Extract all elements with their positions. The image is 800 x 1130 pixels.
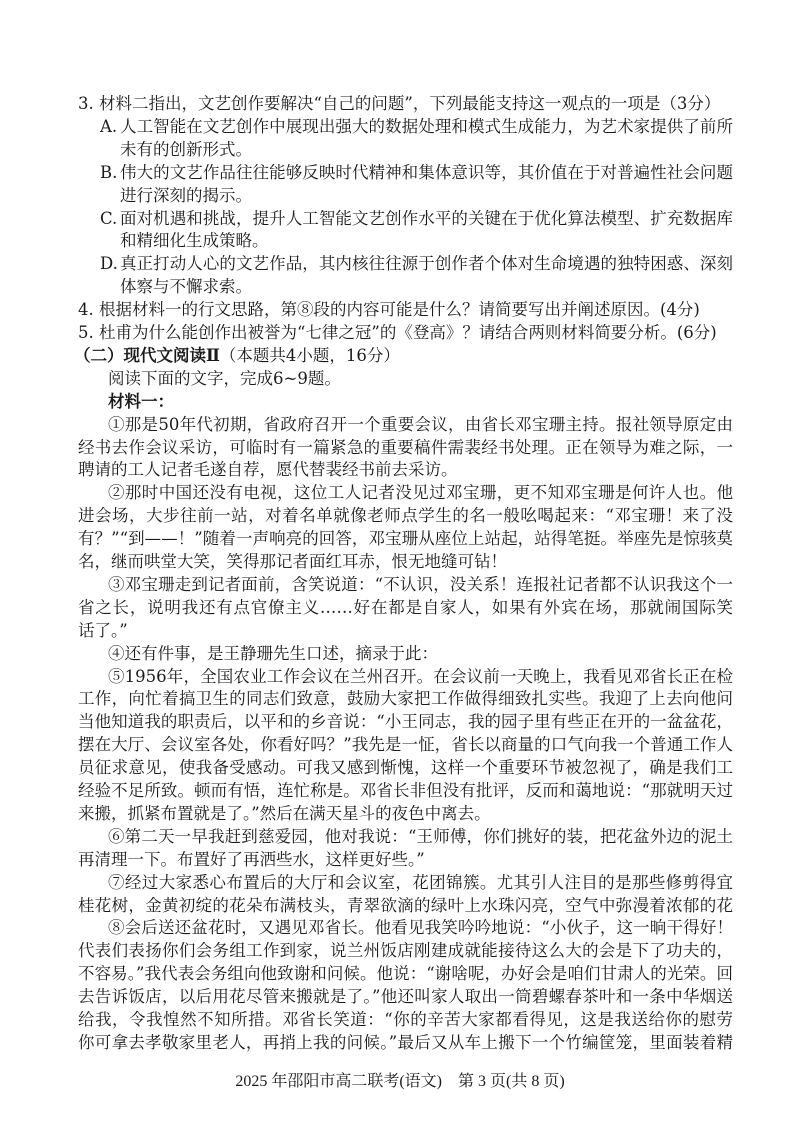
paragraph-line: 来搬，抓紧布置就是了。”然后在满天星斗的夜色中离去。 xyxy=(78,803,491,823)
option-line: 真正打动人心的文艺作品，其内核往往源于创作者个体对生命境遇的独特困惑、深刻 xyxy=(120,254,733,274)
paragraph-line: ③邓宝珊走到记者面前，含笑说道：“不认识，没关系！连报社记者都不认识我这个一 xyxy=(108,574,733,594)
paragraph-line: 省之长，说明我还有点官僚主义……好在都是自家人，如果有外宾在场，那就闹国际笑 xyxy=(78,597,733,617)
paragraph-line: 员征求意见，使我备受感动。可我又感到惭愧，这样一个重要环节被忽视了，确是我们工 xyxy=(78,758,733,778)
paragraph-line: ④还有件事，是王静珊先生口述，摘录于此： xyxy=(108,643,438,663)
paragraph-line: 有？”“到——！”随着一声响亮的回答，邓宝珊从座位上站起，站得笔挺。举座先是惊骇莫 xyxy=(78,529,733,549)
paragraph-line: 工作，向忙着搞卫生的同志们致意，鼓励大家把工作做得细致扎实些。我迎了上去向他问 xyxy=(78,689,733,709)
option-label: A. xyxy=(100,116,118,136)
section-note: （本题共4小题，16分） xyxy=(219,345,400,365)
option-line: 人工智能在文艺创作中展现出强大的数据处理和模式生成能力，为艺术家提供了前所 xyxy=(120,116,733,136)
paragraph-line: 话了。” xyxy=(78,620,128,640)
question-line: 5. 杜甫为什么能创作出被誉为“七律之冠”的《登高》？请结合两则材料简要分析。(6分) xyxy=(78,323,717,342)
paragraph-line: 摆在大厅、会议室各处，你看好吗？”我先是一怔，省长以商量的口气向我一个普通工作人 xyxy=(78,735,733,755)
option-line: 体察与不懈求索。 xyxy=(120,277,252,297)
option-line: 伟大的文艺作品往往能够反映时代精神和集体意识等，其价值在于对普遍性社会问题 xyxy=(120,162,733,182)
option-label: C. xyxy=(100,208,118,228)
paragraph-line: 再清理一下。布置好了再洒些水，这样更好些。” xyxy=(78,849,425,869)
option-line: 面对机遇和挑战，提升人工智能文艺创作水平的关键在于优化算法模型、扩充数据库 xyxy=(120,208,733,228)
paragraph-line: 去告诉饭店，以后用花尽管来搬就是了。”他还叫家人取出一筒碧螺春茶叶和一条中华烟送 xyxy=(78,987,733,1007)
section-title: （二）现代文阅读Ⅱ xyxy=(74,345,220,365)
page-footer: 2025 年邵阳市高二联考(语文) 第 3 页(共 8 页) xyxy=(235,1073,565,1090)
paragraph-line: 经书去作会议采访，可临时有一篇紧急的重要稿件需裴经书处理。正在领导为难之际，一 xyxy=(78,437,733,457)
option-label: B. xyxy=(100,162,118,182)
question-line: 3. 材料二指出，文艺创作要解决“自己的问题”，下列最能支持这一观点的一项是（3分） xyxy=(78,94,721,113)
option-line: 进行深刻的揭示。 xyxy=(120,185,252,205)
paragraph-line: 进会场，大步往前一站，对着名单就像老师点学生的名一般吆喝起来：“邓宝珊！来了没 xyxy=(78,506,733,526)
paragraph-line: 材料一： xyxy=(108,391,174,411)
paragraph-line: 经验不足所致。顿而有悟，连忙称是。邓省长非但没有批评，反而和蔼地说：“那就明天过 xyxy=(78,781,733,800)
question-line: 4. 根据材料一的行文思路，第⑧段的内容可能是什么？请简要写出并阐述原因。(4分) xyxy=(78,300,700,320)
paragraph-line: 名，继而哄堂大笑，笑得那记者面红耳赤，恨无地缝可钻！ xyxy=(78,552,507,571)
paragraph-line: ⑦经过大家悉心布置后的大厅和会议室，花团锦簇。尤其引人注目的是那些修剪得宜 xyxy=(108,872,733,892)
paragraph-line: 不容易。”我代表会务组向他致谢和问候。他说：“谢啥呢，办好会是咱们甘肃人的光荣。回 xyxy=(78,964,733,984)
paragraph-line: 代表们表扬你们会务组工作到家，说兰州饭店刚建成就能接待这么大的会是下了功夫的， xyxy=(78,941,733,961)
section-heading xyxy=(74,345,400,367)
paragraph-line: ②那时中国还没有电视，这位工人记者没见过邓宝珊，更不知邓宝珊是何许人也。他 xyxy=(108,483,733,503)
paragraph-line: 当他知道我的职责后，以平和的乡音说：“小王同志，我的园子里有些正在开的一盆盆花， xyxy=(78,712,733,732)
option-line: 和精细化生成策略。 xyxy=(120,231,269,251)
paragraph-line: 给我，令我惶然不知所措。邓省长笑道：“你的辛苦大家都看得见，这是我送给你的慰劳 xyxy=(78,1010,733,1029)
paragraph-line: 你可拿去孝敬家里老人，再捎上我的问候。”最后又从车上搬下一个竹编筐笼，里面装着精 xyxy=(78,1032,733,1052)
paragraph-line: ⑥第二天一早我赶到慈爱园，他对我说：“王师傅，你们挑好的装，把花盆外边的泥土 xyxy=(108,826,733,846)
paragraph-line: 聘请的工人记者毛遂自荐，愿代替裴经书前去采访。 xyxy=(78,460,458,480)
paragraph-line: ⑧会后送还盆花时，又遇见邓省长。他看见我笑吟吟地说：“小伙子，这一晌干得好！ xyxy=(108,918,733,938)
paragraph-line: 桂花树，金黄初绽的花朵布满枝头，青翠欲滴的绿叶上水珠闪亮，空气中弥漫着浓郁的花 xyxy=(78,895,733,915)
option-label: D. xyxy=(100,254,118,274)
paragraph-line: ①那是50年代初期，省政府召开一个重要会议，由省长邓宝珊主持。报社领导原定由 xyxy=(108,414,733,434)
paragraph-line: ⑤1956年，全国农业工作会议在兰州召开。在会议前一天晚上，我看见邓省长正在检 xyxy=(108,666,733,686)
option-line: 未有的创新形式。 xyxy=(120,139,252,159)
paragraph-line: 阅读下面的文字，完成6~9题。 xyxy=(108,368,341,388)
